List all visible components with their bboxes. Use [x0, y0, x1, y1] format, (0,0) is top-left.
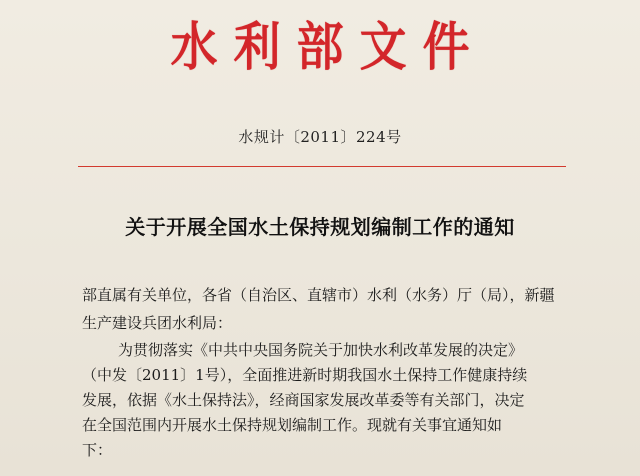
addressee-line: 生产建设兵团水利局：	[82, 314, 233, 332]
addressee-paragraph	[82, 281, 582, 337]
red-divider-line	[78, 166, 566, 167]
body-line: 在全国范围内开展水土保持规划编制工作。现就有关事宜通知如	[82, 416, 503, 434]
body-line: （中发〔2011〕1号），全面推进新时期我国水土保持工作健康持续	[82, 366, 528, 384]
document-title: 关于开展全国水土保持规划编制工作的通知	[125, 215, 515, 239]
document-number: 水规计〔2011〕224号	[238, 128, 402, 146]
body-line: 下：	[82, 441, 113, 459]
issuing-authority-header: 水利部文件	[170, 17, 486, 78]
body-paragraph	[82, 338, 582, 463]
addressee-line: 部直属有关单位，各省（自治区、直辖市）水利（水务）厅（局），新疆	[82, 286, 555, 304]
body-line: 发展，依据《水土保持法》，经商国家发展改革委等有关部门，决定	[82, 391, 525, 409]
body-line: 为贯彻落实《中共中央国务院关于加快水利改革发展的决定》	[118, 341, 524, 359]
